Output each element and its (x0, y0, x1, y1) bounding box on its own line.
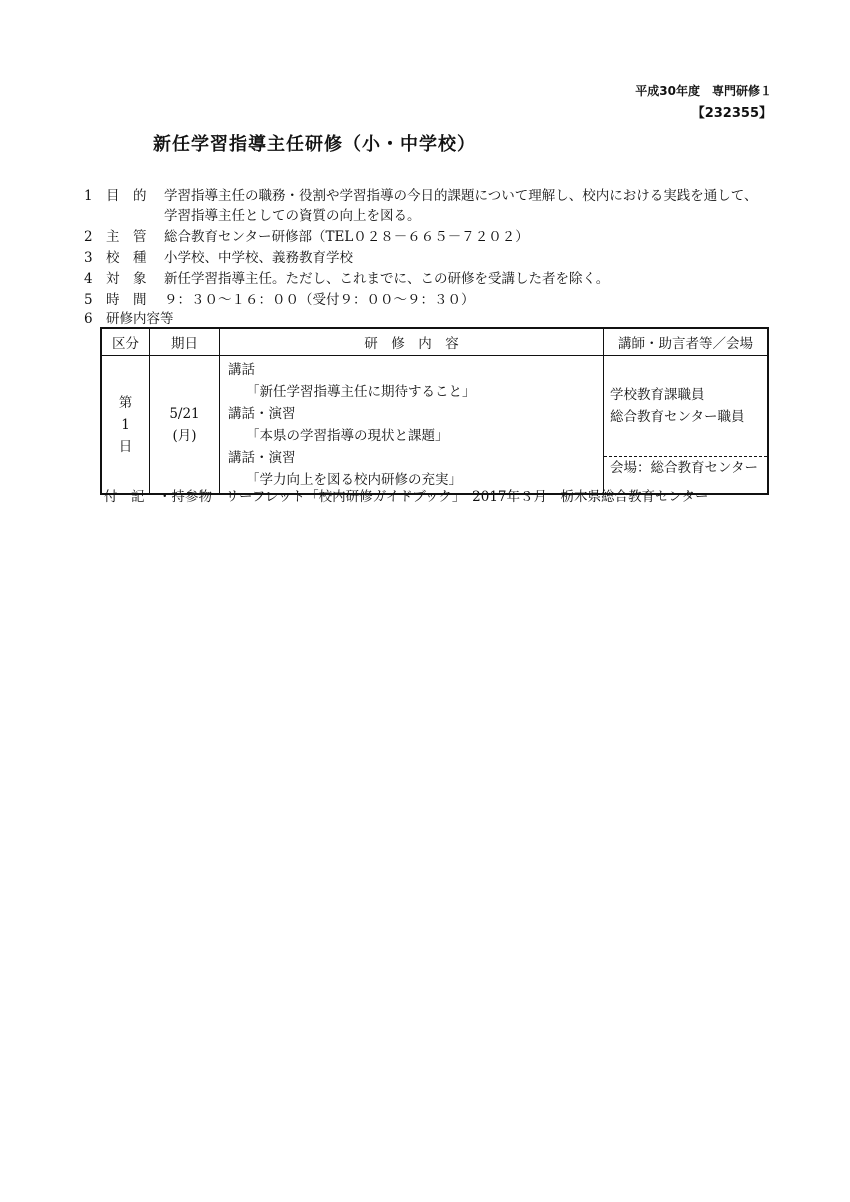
item-target-text: 新任学習指導主任。ただし、これまでに、この研修を受講した者を除く。 (164, 271, 610, 287)
item-label: 時 間 (106, 292, 147, 308)
item-label: 主 管 (106, 229, 147, 245)
item-time (84, 288, 164, 308)
item-number: 2 (84, 229, 93, 245)
item-label: 対 象 (106, 271, 147, 287)
item-school-type (84, 246, 164, 266)
lecturer-item: 学校教育課職員 (610, 387, 705, 403)
item-number: 3 (84, 250, 93, 266)
course-code: 【232355】 (691, 106, 772, 121)
weekday-value: (月) (172, 427, 197, 444)
item-purpose-line-2: 学習指導主任としての資質の向上を図る。 (164, 208, 421, 224)
session-topic: 「学力向上を図る校内研修の充実」 (246, 472, 462, 488)
lecturer-item: 総合教育センター職員 (610, 409, 745, 425)
division-line: 日 (118, 438, 133, 455)
header-content: 研 修 内 容 (220, 328, 604, 356)
division-line: 1 (121, 416, 130, 433)
item-school-type-text: 小学校、中学校、義務教育学校 (164, 250, 353, 266)
content-cell (220, 356, 604, 495)
header-lecturer-venue: 講師・助言者等／会場 (604, 328, 769, 356)
item-purpose (84, 184, 164, 204)
item-number: 1 (84, 188, 93, 204)
note-label: 付 記 (104, 489, 145, 505)
item-organizer (84, 225, 164, 245)
header-date: 期日 (150, 328, 220, 356)
session-type: 講話・演習 (228, 450, 296, 466)
item-label: 校 種 (106, 250, 147, 266)
item-number: 5 (84, 292, 93, 308)
lecturer-list (604, 356, 767, 456)
item-purpose-line-1: 学習指導主任の職務・役割や学習指導の今日的課題について理解し、校内における実践を通して、 (164, 188, 758, 204)
session-type: 講話・演習 (228, 406, 296, 422)
lecturer-cell (604, 356, 769, 495)
note (104, 485, 708, 505)
item-label: 目 的 (106, 188, 147, 204)
page-title: 新任学習指導主任研修（小・中学校） (153, 134, 476, 155)
session-type: 講話 (228, 362, 255, 378)
item-contents (84, 307, 174, 327)
schedule-table (100, 327, 769, 495)
item-organizer-text: 総合教育センター研修部（TEL０２８－６６５－７２０２） (164, 229, 529, 245)
item-number: 6 (84, 311, 93, 327)
fiscal-year-label: 平成30年度 専門研修１ (635, 84, 772, 98)
header-division: 区分 (101, 328, 150, 356)
table-row (101, 356, 768, 495)
date-value: 5/21 (169, 405, 200, 422)
item-label: 研修内容等 (106, 311, 174, 327)
note-item: ・持参物 リーフレット「校内研修ガイドブック」 2017年３月 栃木県総合教育センター (158, 489, 709, 505)
item-time-text: ９：３０～１６：００（受付９：００～９：３０） (164, 292, 475, 308)
item-target (84, 267, 164, 287)
division-cell (101, 356, 150, 495)
item-number: 4 (84, 271, 93, 287)
division-line: 第 (118, 394, 133, 411)
table-header-row (101, 328, 768, 356)
date-cell (150, 356, 220, 495)
session-topic: 「新任学習指導主任に期待すること」 (246, 384, 476, 400)
venue-label: 会場：総合教育センター (604, 456, 767, 479)
session-topic: 「本県の学習指導の現状と課題」 (246, 428, 449, 444)
